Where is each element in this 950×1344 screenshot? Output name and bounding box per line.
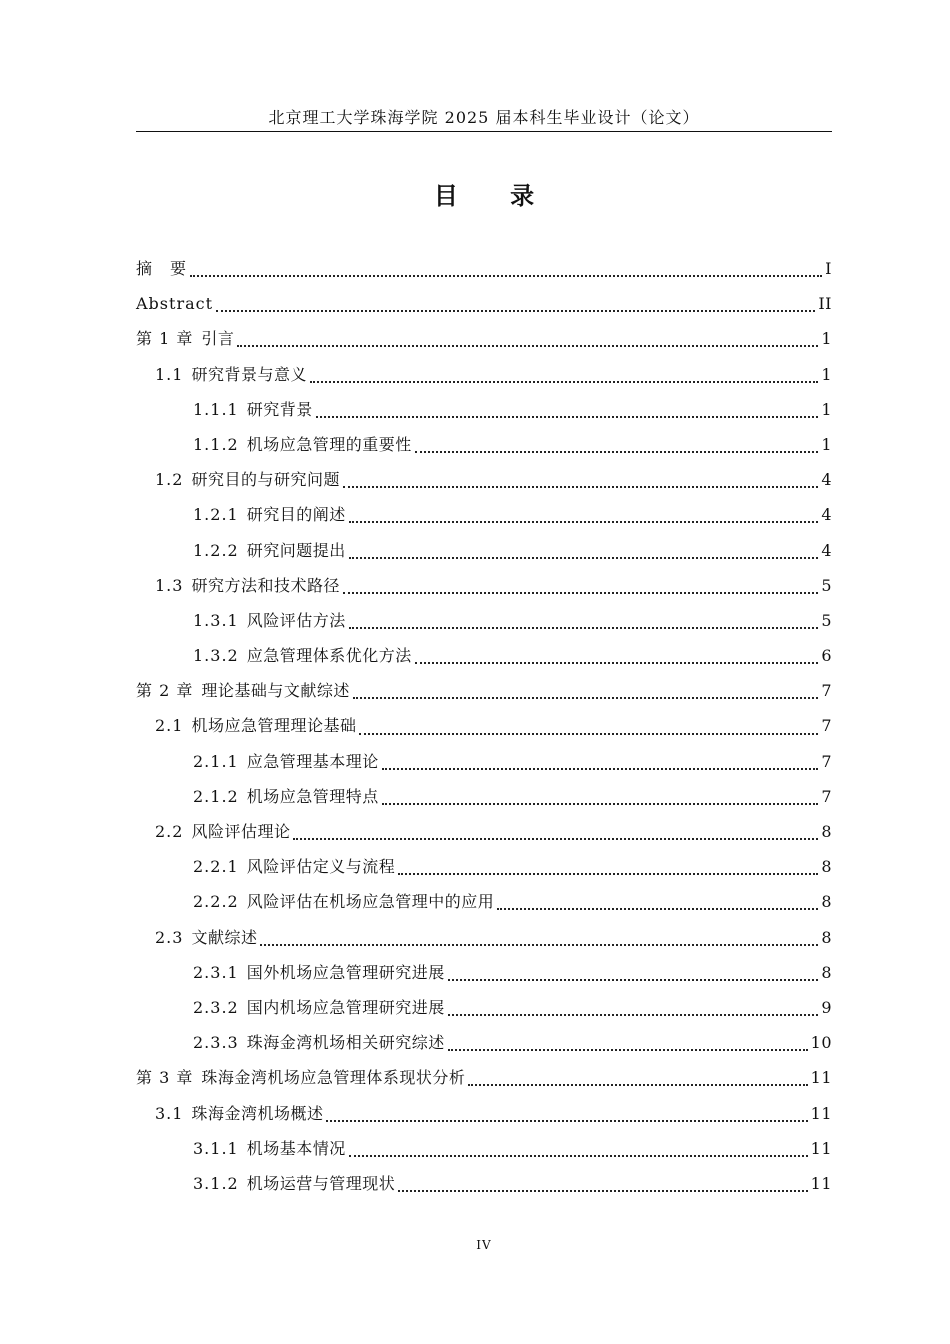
- toc-entry-number: 第 2 章: [136, 681, 194, 701]
- toc-entry-page: 8: [821, 962, 832, 982]
- toc-entry-number: 2.2: [155, 822, 184, 841]
- header-rule: [136, 131, 832, 132]
- toc-entry-number: 1.3.1: [193, 610, 239, 630]
- toc-entry-number: 3.1.2: [193, 1173, 239, 1193]
- toc-dot-leader: [448, 978, 819, 981]
- toc-entry[interactable]: [136, 533, 832, 568]
- toc-entry-page: 6: [821, 646, 832, 666]
- toc-dot-leader: [349, 626, 819, 629]
- toc-dot-leader: [415, 661, 819, 664]
- toc-entry-title: 研究背景: [246, 399, 313, 419]
- toc-entry-number: 1.1: [155, 364, 184, 384]
- toc-entry-page: 7: [821, 716, 832, 736]
- toc-dot-leader: [497, 907, 818, 910]
- toc-entry-title: 风险评估在机场应急管理中的应用: [246, 892, 495, 912]
- toc-entry-number: 2.3.1: [193, 962, 239, 982]
- toc-entry-title: 研究目的阐述: [246, 505, 346, 525]
- toc-entry[interactable]: [136, 568, 832, 603]
- toc-dot-leader: [448, 1013, 819, 1016]
- toc-dot-leader: [398, 1189, 807, 1192]
- toc-entry[interactable]: [136, 497, 832, 532]
- toc-entry-title: 风险评估理论: [191, 822, 291, 841]
- toc-entry[interactable]: [136, 392, 832, 427]
- toc-entry[interactable]: [136, 779, 832, 814]
- toc-entry[interactable]: [136, 920, 832, 955]
- toc-entry-title: 机场应急管理理论基础: [191, 716, 357, 736]
- toc-entry[interactable]: [136, 603, 832, 638]
- toc-entry-page: 1: [821, 364, 832, 384]
- toc-dot-leader: [349, 520, 819, 523]
- toc-entry-title: 应急管理基本理论: [246, 751, 379, 771]
- toc-entry-title: 应急管理体系优化方法: [246, 646, 412, 666]
- toc-entry-page: 1: [821, 329, 832, 349]
- toc-entry-page: 4: [821, 470, 832, 490]
- toc-dot-leader: [326, 1119, 807, 1122]
- running-header: 北京理工大学珠海学院 2025 届本科生毕业设计（论文）: [268, 108, 700, 127]
- toc-dot-leader: [343, 591, 818, 594]
- toc-entry-page: 8: [821, 822, 832, 841]
- toc-entry-page: II: [818, 294, 832, 314]
- toc-entry-page: I: [825, 259, 832, 278]
- toc-entry-page: 7: [821, 751, 832, 771]
- toc-entry-page: 1: [821, 434, 832, 454]
- toc-entry-page: 4: [821, 540, 832, 560]
- toc-entry-number: 2.3.3: [193, 1033, 239, 1053]
- toc-entry[interactable]: [136, 1166, 832, 1201]
- toc-entry-page: 7: [821, 786, 832, 806]
- toc-entry-title: 文献综述: [191, 927, 258, 947]
- toc-entry-number: 3.1: [155, 1103, 184, 1123]
- toc-entry[interactable]: [136, 462, 832, 497]
- toc-dot-leader: [216, 309, 815, 312]
- toc-entry[interactable]: [136, 673, 832, 708]
- toc-entry-title: 机场基本情况: [246, 1138, 346, 1158]
- toc-dot-leader: [237, 344, 818, 347]
- toc-entry-title: 研究问题提出: [246, 540, 346, 560]
- toc-entry-title: 国内机场应急管理研究进展: [246, 997, 445, 1017]
- toc-entry-number: 第 1 章: [136, 329, 194, 349]
- toc-entry-page: 11: [810, 1068, 832, 1088]
- toc-dot-leader: [316, 415, 819, 418]
- toc-dot-leader: [349, 1154, 808, 1157]
- toc-entry-number: 2.3: [155, 927, 184, 947]
- toc-entry-number: 1.1.1: [193, 399, 239, 419]
- toc-entry-number: 1.3.2: [193, 646, 239, 666]
- toc-entry-number: 1.2.2: [193, 540, 239, 560]
- toc-entry-number: 2.3.2: [193, 997, 239, 1017]
- toc-dot-leader: [293, 837, 818, 840]
- toc-entry[interactable]: [136, 321, 832, 356]
- toc-entry-page: 8: [821, 892, 832, 912]
- toc-entry[interactable]: [136, 1025, 832, 1060]
- toc-entry-page: 7: [821, 681, 832, 701]
- toc-entry-title: 理论基础与文献综述: [201, 681, 350, 701]
- toc-entry-title: 珠海金湾机场相关研究综述: [246, 1033, 445, 1053]
- toc-dot-leader: [448, 1048, 808, 1051]
- toc-entry-title: 机场应急管理特点: [246, 786, 379, 806]
- toc-entry-number: 2.2.2: [193, 892, 239, 912]
- toc-entry-number: 1.2: [155, 470, 184, 490]
- toc-entry-page: 5: [821, 575, 832, 595]
- toc-entry[interactable]: [136, 357, 832, 392]
- toc-entry-number: 2.2.1: [193, 857, 239, 877]
- toc-entry[interactable]: [136, 990, 832, 1025]
- toc-entry-number: 1.3: [155, 575, 184, 595]
- toc-entry-title: 国外机场应急管理研究进展: [246, 962, 445, 982]
- toc-entry-title: 风险评估方法: [246, 610, 346, 630]
- toc-entry-title: 珠海金湾机场应急管理体系现状分析: [201, 1068, 466, 1088]
- toc-entry[interactable]: [136, 1060, 832, 1095]
- toc-entry[interactable]: [136, 1096, 832, 1131]
- toc-entry-title: 机场运营与管理现状: [246, 1173, 396, 1193]
- toc-dot-leader: [190, 274, 822, 277]
- toc-entry-title: 珠海金湾机场概述: [191, 1103, 324, 1123]
- page-number: IV: [476, 1238, 492, 1252]
- toc-entry-page: 11: [810, 1138, 832, 1158]
- toc-dot-leader: [310, 380, 818, 383]
- toc-entry-title: 机场应急管理的重要性: [246, 434, 412, 454]
- toc-entry-number: 2.1.2: [193, 786, 239, 806]
- toc-entry[interactable]: [136, 427, 832, 462]
- toc-dot-leader: [415, 450, 819, 453]
- toc-entry-number: 1.2.1: [193, 505, 239, 525]
- toc-entry[interactable]: [136, 251, 832, 286]
- toc-dot-leader: [468, 1083, 807, 1086]
- toc-dot-leader: [398, 872, 818, 875]
- table-of-contents: [136, 251, 832, 1201]
- toc-entry-page: 8: [821, 927, 832, 947]
- toc-dot-leader: [359, 732, 818, 735]
- toc-entry-number: 1.1.2: [193, 434, 239, 454]
- toc-entry[interactable]: [136, 884, 832, 919]
- toc-entry-number: 第 3 章: [136, 1068, 194, 1088]
- toc-dot-leader: [382, 802, 819, 805]
- toc-entry[interactable]: [136, 744, 832, 779]
- toc-entry-page: 4: [821, 505, 832, 525]
- toc-entry-number: Abstract: [136, 294, 214, 314]
- toc-entry-title: 研究方法和技术路径: [191, 575, 340, 595]
- toc-dot-leader: [349, 556, 819, 559]
- toc-entry[interactable]: [136, 849, 832, 884]
- toc-dot-leader: [260, 943, 818, 946]
- toc-entry[interactable]: [136, 1131, 832, 1166]
- toc-dot-leader: [343, 485, 818, 488]
- toc-entry-number: 3.1.1: [193, 1138, 239, 1158]
- toc-entry-title: 研究背景与意义: [191, 364, 307, 384]
- toc-entry-title: 风险评估定义与流程: [246, 857, 396, 877]
- toc-entry-number: 2.1: [155, 716, 184, 736]
- toc-entry-page: 1: [821, 399, 832, 419]
- toc-entry-page: 11: [810, 1173, 832, 1193]
- toc-entry-number: 摘 要: [136, 259, 188, 278]
- toc-entry-page: 11: [810, 1103, 832, 1123]
- toc-entry-page: 8: [821, 857, 832, 877]
- toc-entry[interactable]: [136, 955, 832, 990]
- toc-entry[interactable]: [136, 286, 832, 321]
- toc-dot-leader: [382, 767, 819, 770]
- toc-title: 目 录: [433, 181, 557, 210]
- toc-dot-leader: [353, 696, 818, 699]
- toc-entry-page: 9: [821, 997, 832, 1017]
- toc-entry-page: 10: [810, 1033, 832, 1053]
- toc-entry[interactable]: [136, 708, 832, 743]
- toc-entry[interactable]: [136, 638, 832, 673]
- toc-entry[interactable]: [136, 814, 832, 849]
- toc-entry-title: 引言: [201, 329, 235, 349]
- toc-entry-number: 2.1.1: [193, 751, 239, 771]
- toc-entry-page: 5: [821, 610, 832, 630]
- toc-entry-title: 研究目的与研究问题: [191, 470, 340, 490]
